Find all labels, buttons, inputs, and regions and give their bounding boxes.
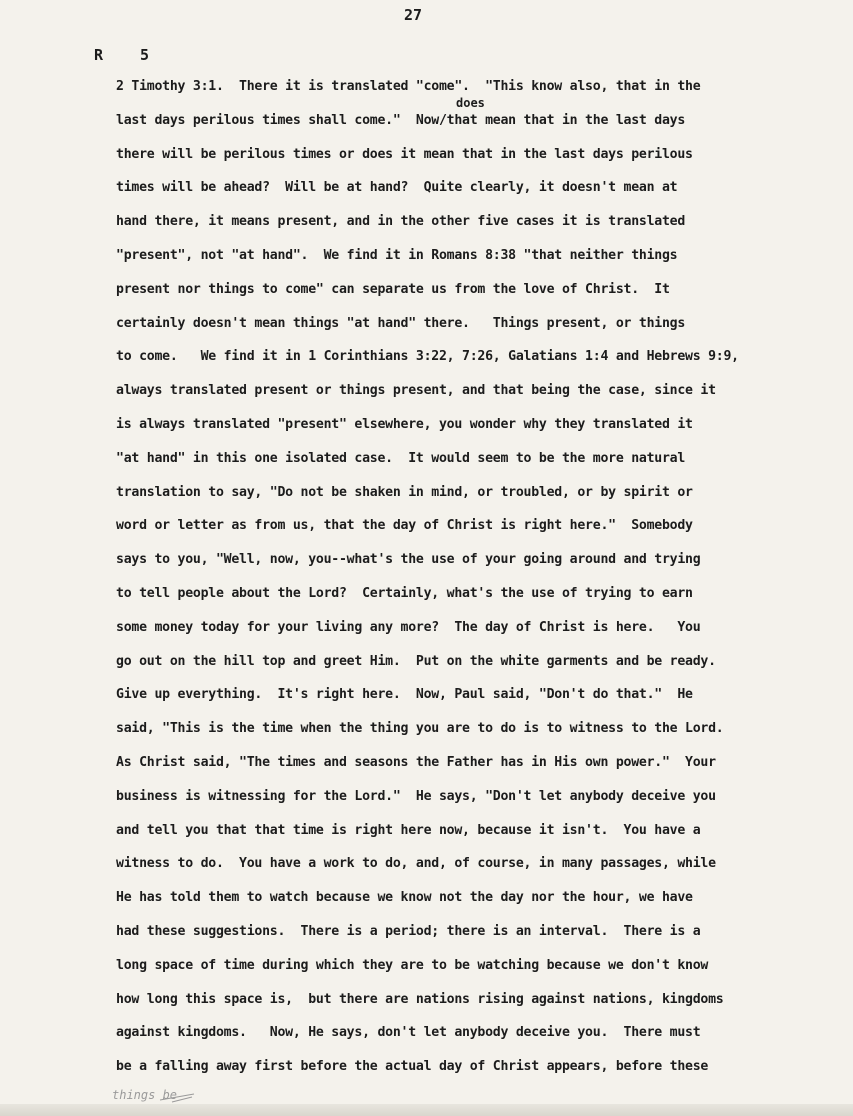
text-line: He has told them to watch because we know not the day nor the hour, we have: [116, 890, 693, 906]
text-line: against kingdoms. Now, He says, don't let anybody deceive you. There must: [116, 1025, 701, 1041]
text-line: certainly doesn't mean things "at hand" there. Things present, or things: [116, 315, 686, 331]
text-line: to tell people about the Lord? Certainly, what's the use of trying to earn: [116, 585, 693, 601]
page-number: 27: [404, 6, 423, 24]
text-line: says to you, "Well, now, you--what's the use of your going around and trying: [116, 552, 701, 568]
text-line: translation to say, "Do not be shaken in mind, or troubled, or by spirit or: [116, 484, 693, 500]
text-line: business is witnessing for the Lord." He says, "Don't let anybody deceive you: [116, 788, 716, 804]
text-line: witness to do. You have a work to do, and, of course, in many passages, while: [116, 856, 716, 872]
text-line: Give up everything. It's right here. Now, Paul said, "Don't do that." He: [116, 687, 693, 703]
text-line: and tell you that that time is right here now, because it isn't. You have a: [116, 822, 701, 838]
interlinear-insert: does: [456, 96, 485, 110]
typed-text-body: [116, 72, 816, 1086]
text-line: is always translated "present" elsewhere, you wonder why they translated it: [116, 416, 693, 432]
text-line: last days perilous times shall come." Now/that mean that in the last days: [116, 112, 686, 128]
section-mark: R 5: [94, 46, 164, 64]
text-line: to come. We find it in 1 Corinthians 3:22, 7:26, Galatians 1:4 and Hebrews 9:9,: [116, 349, 739, 365]
text-line: word or letter as from us, that the day of Christ is right here." Somebody: [116, 518, 693, 534]
text-line: hand there, it means present, and in the other five cases it is translated: [116, 214, 686, 230]
text-line: go out on the hill top and greet Him. Put on the white garments and be ready.: [116, 653, 716, 669]
text-line: present nor things to come" can separate us from the love of Christ. It: [116, 281, 670, 297]
page-bottom-edge: [0, 1104, 853, 1116]
text-line: long space of time during which they are to be watching because we don't know: [116, 957, 709, 973]
text-line: be a falling away first before the actual day of Christ appears, before these: [116, 1059, 709, 1075]
text-line: times will be ahead? Will be at hand? Quite clearly, it doesn't mean at: [116, 180, 678, 196]
text-line: "present", not "at hand". We find it in Romans 8:38 "that neither things: [116, 247, 678, 263]
text-line: As Christ said, "The times and seasons the Father has in His own power." Your: [116, 754, 716, 770]
text-line: how long this space is, but there are nations rising against nations, kingdoms: [116, 991, 724, 1007]
text-line: "at hand" in this one isolated case. It would seem to be the more natural: [116, 450, 686, 466]
text-line: there will be perilous times or does it mean that in the last days perilous: [116, 146, 693, 162]
text-line: said, "This is the time when the thing you are to do is to witness to the Lord.: [116, 721, 724, 737]
text-line: 2 Timothy 3:1. There it is translated "come". "This know also, that in the: [116, 79, 701, 94]
text-line: some money today for your living any more? The day of Christ is here. You: [116, 619, 701, 635]
footer-catchword-text: things be: [112, 1088, 178, 1102]
text-line: had these suggestions. There is a period; there is an interval. There is a: [116, 923, 701, 939]
text-line: always translated present or things present, and that being the case, since it: [116, 383, 716, 399]
